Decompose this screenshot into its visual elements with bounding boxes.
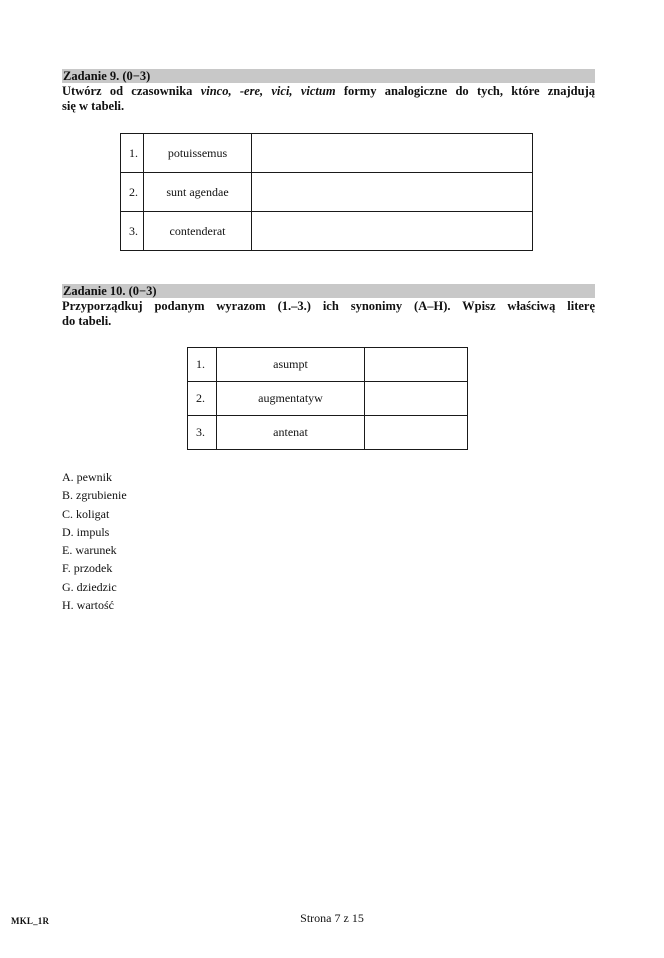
row-number: 3.	[121, 212, 144, 251]
list-item: A. pewnik	[62, 470, 112, 484]
row-number: 1.	[188, 348, 217, 382]
answer-cell[interactable]	[252, 134, 533, 173]
task-9-instruction-verb: vinco, -ere, vici, victum	[200, 84, 336, 98]
task-9-instruction-part2: formy analogiczne do tych, które znajdują	[335, 84, 595, 98]
task-10-table	[187, 347, 468, 450]
synonym-options-list	[62, 468, 127, 614]
list-item: D. impuls	[62, 524, 110, 539]
task-10-title: Zadanie 10. (0−3)	[63, 284, 157, 298]
task-9-title: Zadanie 9. (0−3)	[63, 69, 151, 83]
table-row	[188, 382, 468, 416]
task-9-instruction-part1: Utwórz od czasownika	[62, 84, 201, 98]
table-row	[121, 173, 533, 212]
table-row	[188, 416, 468, 450]
word-cell: asumpt	[217, 348, 365, 382]
answer-cell[interactable]	[252, 212, 533, 251]
task-9-table	[120, 133, 533, 251]
list-item: F. przodek	[62, 561, 113, 576]
exam-code: MKL_1R	[11, 916, 50, 926]
task-10-instruction	[62, 299, 595, 329]
task-10-header	[62, 284, 595, 298]
row-number: 1.	[121, 134, 144, 173]
task-9-instruction	[62, 84, 595, 114]
table-row	[121, 134, 533, 173]
table-row	[121, 212, 533, 251]
task-10-instruction-line1: Przyporządkuj podanym wyrazom (1.–3.) ich synonimy (A–H). Wpisz właściwą literę	[62, 299, 595, 313]
latin-form: sunt agendae	[144, 173, 252, 212]
latin-form: potuissemus	[144, 134, 252, 173]
list-item: H. wartość	[62, 598, 114, 613]
task-9-header	[62, 69, 595, 83]
list-item: C. koligat	[62, 506, 110, 521]
table-row	[188, 348, 468, 382]
task-9-instruction-line1	[62, 84, 595, 99]
answer-cell[interactable]	[365, 382, 468, 416]
answer-cell[interactable]	[365, 416, 468, 450]
row-number: 2.	[188, 382, 217, 416]
word-cell: antenat	[217, 416, 365, 450]
list-item: G. dziedzic	[62, 579, 117, 594]
page-number: Strona 7 z 15	[300, 911, 364, 925]
latin-form: contenderat	[144, 212, 252, 251]
row-number: 2.	[121, 173, 144, 212]
list-item: B. zgrubienie	[62, 488, 127, 503]
row-number: 3.	[188, 416, 217, 450]
list-item: E. warunek	[62, 543, 117, 558]
task-9-instruction-line2: się w tabeli.	[62, 99, 125, 113]
word-cell: augmentatyw	[217, 382, 365, 416]
task-10-instruction-line2: do tabeli.	[62, 314, 112, 328]
answer-cell[interactable]	[365, 348, 468, 382]
answer-cell[interactable]	[252, 173, 533, 212]
